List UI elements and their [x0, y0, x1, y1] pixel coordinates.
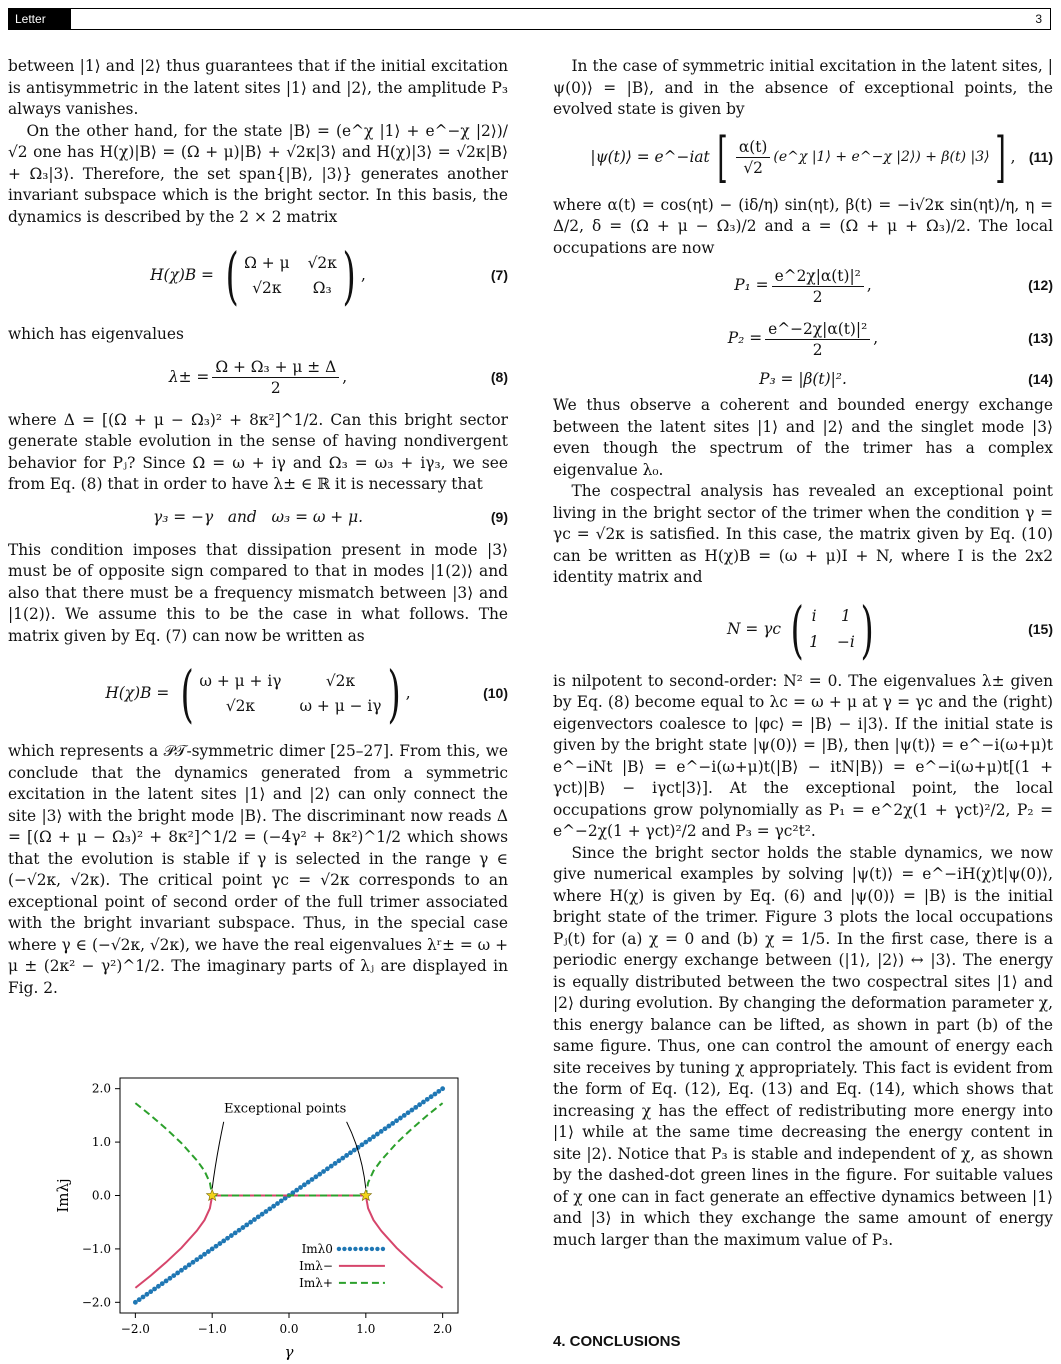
fraction	[772, 266, 864, 307]
matrix-cell: √2κ	[225, 697, 256, 715]
paragraph: which represents a 𝒫𝒯-symmetric dimer [25–27]. From this, we conclude that the dynamics generated from a symmetric excitation in the latent sites |1⟩ and |2⟩ can only connect the site |3⟩ with the bright mode |B⟩. The discriminant now reads Δ = [(Ω + μ − Ω₃)² + 8κ²]^1/2 = (−4γ² + 8κ²)^1/2 which shows that the evolution is stable if γ is selected in the range γ ∈ (−√2κ, √2κ). The critical point γc = √2κ corresponds to an exceptional point of second order of the full trimer associated with the bright invariant subspace. Thus, in the special case where γ ∈ (−√2κ, √2κ), we have the real eigenvalues λʳ± = ω + μ ± (2κ² − γ²)^1/2. The imaginary parts of λⱼ are displayed in Fig. 2.	[8, 742, 508, 997]
equation-9	[8, 496, 508, 540]
legend-label: Imλ−	[299, 1258, 333, 1273]
matrix-cell: −i	[836, 632, 855, 651]
numerator: Ω + Ω₃ + μ ± Δ	[212, 357, 339, 378]
figure-2	[50, 1068, 470, 1360]
y-tick-label: −2.0	[81, 1295, 111, 1310]
denominator: 2	[812, 340, 823, 359]
equation-number: (13)	[1028, 330, 1053, 347]
matrix: ( i 1 1 −i )	[790, 592, 874, 666]
legend-swatch	[353, 1247, 357, 1251]
matrix-cell: 1	[809, 632, 819, 651]
y-axis-label: Imλj	[54, 1178, 72, 1213]
annotation-label: Exceptional points	[223, 1101, 347, 1117]
numerator: e^2χ|α(t)|²	[772, 266, 864, 287]
eq-lhs: |ψ(t)⟩ = e^−iat	[590, 147, 710, 166]
legend-swatch	[381, 1247, 385, 1251]
numerator: α(t)	[736, 137, 771, 158]
y-tick-label: −1.0	[81, 1241, 111, 1256]
annotation-arrow	[347, 1122, 366, 1189]
x-tick-label: 0.0	[279, 1322, 299, 1336]
matrix-cell: ω + μ + iγ	[199, 671, 282, 690]
eq-lhs: P₂ =	[727, 329, 763, 348]
legend-swatch	[364, 1247, 368, 1251]
running-header	[8, 8, 1051, 30]
matrix-cell: i	[811, 607, 817, 625]
eq-lhs: P₁ =	[734, 276, 769, 295]
y-tick-label: 0.0	[91, 1188, 111, 1203]
equation-13: P₂ = $\frac{\text{e\textasciicircum{}−2χ|α(t)|²}}{2}$ , (13)	[727, 319, 1053, 359]
equation-8: λ± = $\frac{\text{Ω + Ω₃ + μ ± Δ}}{2}$ , (8)	[168, 358, 508, 397]
legend-swatch	[375, 1247, 379, 1251]
paragraph: Since the bright sector holds the stable dynamics, we now give numerical examples by solving |ψ(t)⟩ = e^−iH(χ)t|ψ(0)⟩, where H(χ) is given by Eq. (6) and |ψ(0)⟩ = |B⟩ is the initial bright state of the trimer. Figure 3 plots the local occupations Pⱼ(t) for (a) χ = 0 and (b) χ = 1/5. In the first case, there is a periodic energy exchange between (|1⟩, |2⟩) ↔ |3⟩. The energy is equally distributed between the two cospectral sites |1⟩ and |2⟩ during evolution. By changing the deformation parameter χ, this energy balance can be lifted, as shown in part (b) of the same figure. Thus, one can control the amount of energy each site receives by tuning χ appropriately. This fact is evident from the form of Eq. (12), Eq. (13) and Eq. (14), which shows that increasing χ has the effect of redistributing more energy into |1⟩ while at the same time decreasing the energy content in site |2⟩. Notice that P₃ is stable and independent of χ, as shown by the dashed-dot green lines in the figure. For suitable values of χ one can in fact generate an effective dynamics between |1⟩ and |3⟩ in which they exchange the same amount of energy much larger than the maximum value of P₃.	[553, 843, 1053, 1249]
legend-swatch	[342, 1247, 346, 1251]
paragraph: In the case of symmetric initial excitation in the latent sites, |ψ(0)⟩ = |B⟩, and in the absence of exceptional points, the evolved state is given by	[553, 57, 1053, 118]
numerator: e^−2χ|α(t)|²	[765, 319, 870, 340]
equation-15	[553, 589, 1053, 671]
eq-body: P₃ = |β(t)|².	[759, 370, 847, 389]
annotation-arrow	[212, 1122, 224, 1189]
matrix: ( ω + μ + iγ √2κ √2κ ω + μ − iγ ) ,	[180, 657, 411, 730]
legend-swatch	[370, 1247, 374, 1251]
lambda-minus-line	[135, 1196, 442, 1288]
equation-10	[8, 647, 508, 741]
equation-number: (9)	[490, 508, 508, 525]
paragraph: On the other hand, for the state |B⟩ = (e^χ |1⟩ + e^−χ |2⟩)/√2 one has H(χ)|B⟩ = (Ω + μ)|B⟩ + √2κ|3⟩ and H(χ)|3⟩ = √2κ|B⟩ + Ω₃|3⟩. Therefore, the set span{|B⟩, |3⟩} generates another invariant subspace which is the bright sector. In this basis, the dynamics is described by the 2 × 2 matrix	[8, 121, 508, 226]
fraction	[736, 137, 771, 178]
matrix-cell: Ω + μ	[244, 253, 290, 272]
equation-number: (8)	[490, 368, 508, 385]
matrix-cell: ω + μ − iγ	[299, 697, 382, 715]
eigenvalue-chart	[50, 1068, 470, 1360]
eq-lhs: H(χ)B =	[105, 684, 170, 703]
left-column	[8, 56, 508, 999]
fraction	[765, 319, 870, 360]
equation-number: (12)	[1028, 277, 1053, 294]
paragraph: where α(t) = cos(ηt) − (iδ/η) sin(ηt), β(t) = −i√2κ sin(ηt)/η, η = Δ/2, δ = (Ω + μ − Ω₃)/2 and a = (Ω + μ + Ω₃)/2. The local occupations are now	[553, 195, 1053, 257]
equation-12: P₁ = $\frac{\text{e\textasciicircum{}2χ|α(t)|²}}{2}$ , (12)	[734, 266, 1053, 306]
page-number: 3	[1035, 12, 1042, 26]
equation-7	[8, 228, 508, 324]
lambda0-point	[440, 1086, 445, 1091]
equation-number: (14)	[1028, 371, 1053, 388]
paragraph: where Δ = [(Ω + μ − Ω₃)² + 8κ²]^1/2. Can this bright sector generate stable evolution in the sense of having nondivergent behavior for Pⱼ? Since Ω = ω + iγ and Ω₃ = ω₃ + iγ₃, we see from Eq. (8) that in order to have λ± ∈ ℝ it is necessary that	[8, 410, 508, 493]
x-tick-label: 1.0	[356, 1322, 376, 1336]
legend-label: Imλ0	[301, 1241, 333, 1256]
matrix-cell: Ω₃	[312, 279, 332, 297]
y-tick-label: 2.0	[91, 1081, 111, 1096]
matrix-cell: 1	[840, 607, 851, 625]
header-tag: Letter	[9, 9, 71, 29]
equation-11: |ψ(t)⟩ = e^−iat [ $\frac{\alpha(t)}{√2}$ (e^χ |1⟩ + e^−χ |2⟩) + β(t) |3⟩ ] , (11)	[590, 125, 1053, 189]
paragraph: which has eigenvalues	[8, 325, 184, 343]
matrix-cell: √2κ	[325, 671, 356, 690]
matrix-cell: √2κ	[252, 279, 282, 297]
lambda-plus-line	[135, 1103, 442, 1195]
matrix-cell: √2κ	[307, 253, 337, 272]
y-tick-label: 1.0	[91, 1135, 111, 1150]
equation-14	[553, 365, 1053, 395]
paragraph: We thus observe a coherent and bounded energy exchange between the latent sites |1⟩ and |2⟩ and the singlet mode |3⟩ even though the spectrum of the trimer has a complex eigenvalue λ₀.	[553, 396, 1053, 479]
denominator: 2	[270, 379, 281, 397]
legend-swatch	[337, 1247, 341, 1251]
equation-number: (11)	[1028, 148, 1053, 165]
eq-rest: (e^χ |1⟩ + e^−χ |2⟩) + β(t) |3⟩	[773, 148, 990, 165]
denominator: √2	[743, 159, 763, 177]
x-tick-label: −2.0	[120, 1322, 150, 1336]
paragraph: is nilpotent to second-order: N² = 0. The eigenvalues λ± given by Eq. (8) become equal to λc = ω + μ at γ = γc and the (right) eigenvectors coalesce to |φc⟩ = |B⟩ − i|3⟩. If the initial state is given by the bright state |ψ(0)⟩ = |B⟩, then |ψ(t)⟩ = e^−i(ω+μ)t e^−iNt |B⟩ = e^−i(ω+μ)t(|B⟩ − itN|B⟩) = e^−i(ω+μ)t[(1 + γct)|B⟩ − iγct|3⟩]. At the exceptional point, the local occupations grow polynomially as P₁ = e^2χ(1 + γct)²/2, P₂ = e^−2χ(1 + γct)²/2 and P₃ = γc²t².	[553, 671, 1053, 840]
eq-lhs: N = γc	[727, 619, 781, 638]
eq-lhs: λ± =	[168, 367, 210, 386]
section-heading: 4. CONCLUSIONS	[553, 1333, 681, 1350]
paragraph: The cospectral analysis has revealed an exceptional point living in the bright sector of the trimer when the condition γ = γc = √2κ is satisfied. In this case, the matrix given by Eq. (10) can be written as H(χ)B = (ω + μ)I + N, where I is the 2x2 identity matrix and	[553, 482, 1053, 586]
legend-swatch	[359, 1247, 363, 1251]
equation-number: (15)	[1028, 620, 1053, 637]
denominator: 2	[812, 287, 823, 306]
legend-swatch	[348, 1247, 352, 1251]
legend-label: Imλ+	[299, 1275, 333, 1290]
paragraph: This condition imposes that dissipation present in mode |3⟩ must be of opposite sign compared to that in modes |1(2)⟩ and also that there must be a frequency mismatch between |3⟩ and |1(2)⟩. We assume this to be the case in what follows. The matrix given by Eq. (7) can now be written as	[8, 540, 508, 645]
x-axis-label: γ	[284, 1343, 294, 1360]
eq-body: γ₃ = −γ and ω₃ = ω + μ.	[153, 507, 363, 526]
right-column	[553, 56, 1053, 1251]
eq-lhs: H(χ)B =	[150, 266, 214, 285]
x-tick-label: −1.0	[197, 1322, 227, 1336]
x-tick-label: 2.0	[433, 1322, 453, 1336]
equation-number: (10)	[483, 685, 508, 702]
fraction	[212, 357, 339, 398]
paragraph: between |1⟩ and |2⟩ thus guarantees that if the initial excitation is antisymmetric in the latent sites |1⟩ and |2⟩, the amplitude P₃ always vanishes.	[8, 57, 508, 118]
equation-number: (7)	[490, 267, 508, 284]
matrix: ( Ω + μ √2κ √2κ Ω₃ ) ,	[225, 239, 366, 312]
